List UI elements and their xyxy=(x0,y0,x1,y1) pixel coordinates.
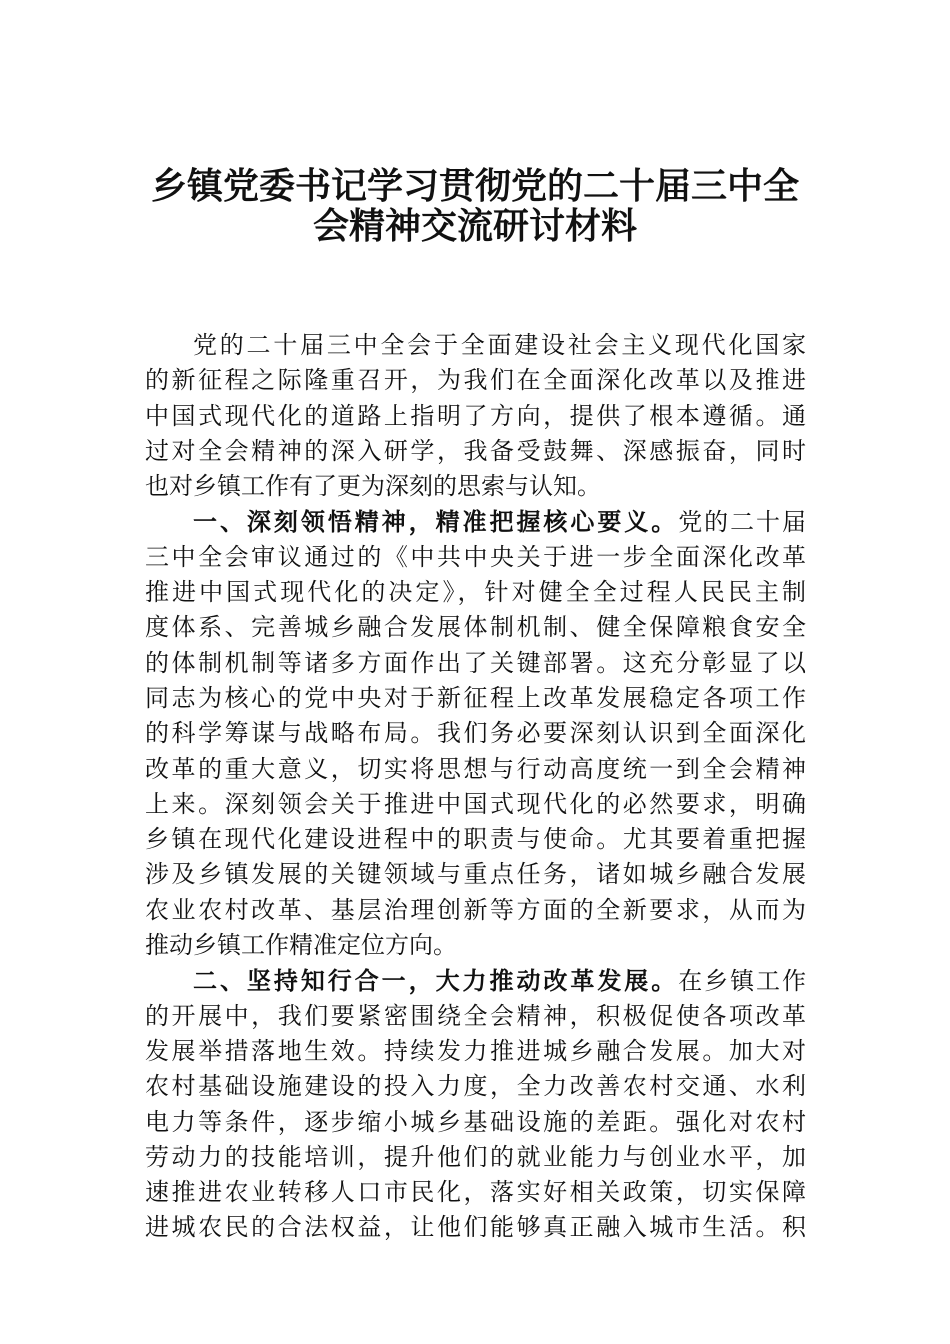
text-line: 的开展中，我们要紧密围绕全会精神，积极促使各项改革 xyxy=(145,1001,806,1030)
paragraph-section-2 xyxy=(145,963,806,1245)
text-line: 发展举措落地生效。持续发力推进城乡融合发展。加大对 xyxy=(145,1036,806,1065)
text-line: 速推进农业转移人口市民化，落实好相关政策，切实保障 xyxy=(145,1178,806,1207)
text-line: 农业农村改革、基层治理创新等方面的全新要求，从而为 xyxy=(145,895,806,924)
document-title-line-2: 会精神交流研讨材料 xyxy=(312,205,637,247)
text-line: 三中全会审议通过的《中共中央关于进一步全面深化改革 xyxy=(145,542,806,571)
text-line: 电力等条件，逐步缩小城乡基础设施的差距。强化对农村 xyxy=(145,1107,806,1136)
text-line: 的新征程之际隆重召开，为我们在全面深化改革以及推进 xyxy=(145,366,806,395)
paragraph-intro xyxy=(145,328,806,504)
text-line: 的科学筹谋与战略布局。我们务必要深刻认识到全面深化 xyxy=(145,719,806,748)
text-line: 度体系、完善城乡融合发展体制机制、健全保障粮食安全 xyxy=(145,613,806,642)
text-line: 农村基础设施建设的投入力度，全力改善农村交通、水利 xyxy=(145,1072,806,1101)
text-fragment: 党的二十届 xyxy=(678,508,806,537)
text-line: 劳动力的技能培训，提升他们的就业能力与创业水平，加 xyxy=(145,1142,806,1171)
section-heading: 一、深刻领悟精神，精准把握核心要义。 xyxy=(193,507,679,537)
text-line: 改革的重大意义，切实将思想与行动高度统一到全会精神 xyxy=(145,754,806,783)
text-line: 上来。深刻领会关于推进中国式现代化的必然要求，明确 xyxy=(145,789,806,818)
text-line: 乡镇在现代化建设进程中的职责与使命。尤其要着重把握 xyxy=(145,825,806,854)
text-line: 推进中国式现代化的决定》，针对健全全过程人民民主制 xyxy=(145,578,806,607)
text-line: 党的二十届三中全会于全面建设社会主义现代化国家 xyxy=(193,331,806,359)
paragraph-section-1 xyxy=(145,504,806,963)
text-line: 的体制机制等诸多方面作出了关键部署。这充分彰显了以 xyxy=(145,648,806,677)
text-line: 中国式现代化的道路上指明了方向，提供了根本遵循。通 xyxy=(145,401,806,430)
text-line: 进城农民的合法权益，让他们能够真正融入城市生活。积 xyxy=(145,1213,806,1242)
text-fragment: 在乡镇工作 xyxy=(678,967,806,996)
text-line: 推动乡镇工作精准定位方向。 xyxy=(145,931,457,960)
text-line: 过对全会精神的深入研学，我备受鼓舞、深感振奋，同时 xyxy=(145,436,806,465)
document-title-line-1: 乡镇党委书记学习贯彻党的二十届三中全 xyxy=(150,165,799,207)
text-line xyxy=(145,504,806,539)
text-line: 同志为核心的党中央对于新征程上改革发展稳定各项工作 xyxy=(145,683,806,712)
section-heading: 二、坚持知行合一，大力推动改革发展。 xyxy=(193,966,679,996)
text-line: 涉及乡镇发展的关键领域与重点任务，诸如城乡融合发展 xyxy=(145,860,806,889)
text-line: 也对乡镇工作有了更为深刻的思索与认知。 xyxy=(145,472,601,501)
text-line xyxy=(145,963,806,998)
document-body xyxy=(145,328,806,1246)
